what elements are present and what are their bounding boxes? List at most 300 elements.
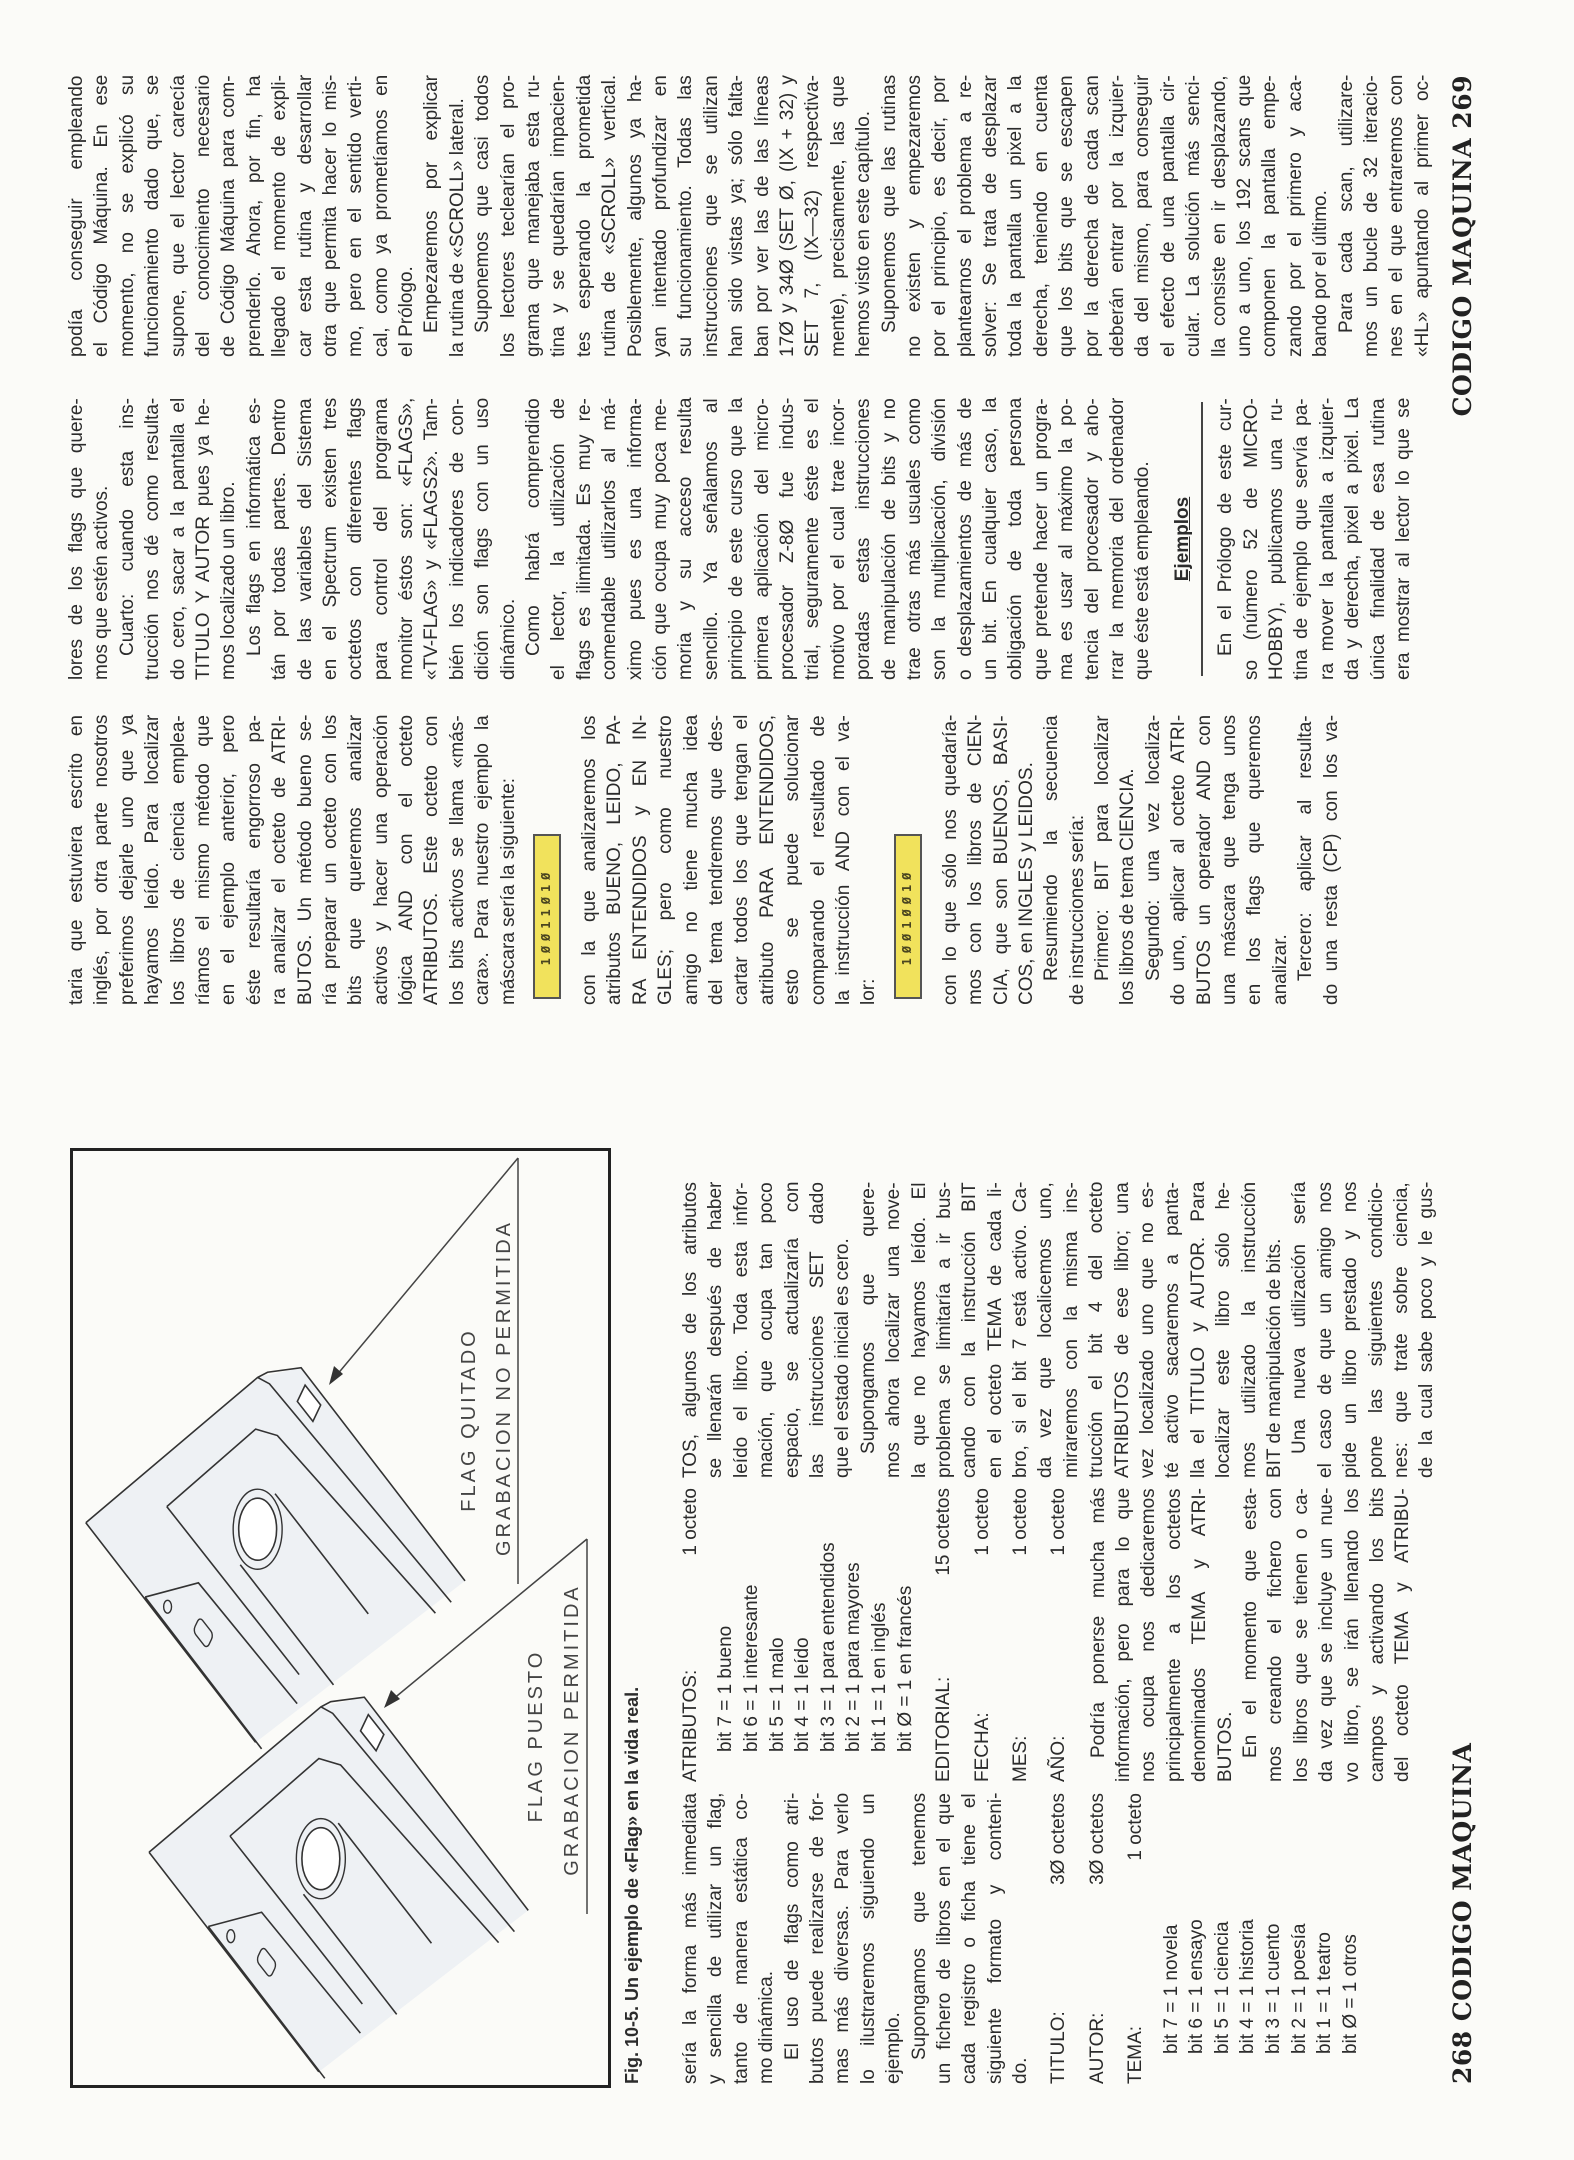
- text-line: [1359, 75, 1384, 357]
- line-text: de las variables del Sistema: [294, 398, 316, 680]
- line-text: no existen y empezaremos: [903, 74, 925, 357]
- line-text: lla consiste en ir desplazando,: [1208, 75, 1230, 357]
- text-line: [1287, 1793, 1313, 2054]
- text-line: [1289, 1488, 1314, 1782]
- line-text: toda la pantalla un pixel a la: [1005, 75, 1027, 357]
- line-text: lógica AND con el octeto: [396, 714, 418, 1005]
- text-line: [780, 715, 805, 1005]
- line-text: Supongamos que quere-: [857, 1181, 879, 1454]
- paragraph: [877, 75, 1334, 357]
- text-line: [628, 715, 653, 1005]
- text-line: [470, 398, 495, 680]
- text-line: [1065, 715, 1090, 1005]
- text-line: [851, 75, 876, 357]
- text-line: [191, 398, 216, 680]
- line-text: Como habrá comprendido: [523, 398, 545, 656]
- field-size: 1 octeto: [1048, 1488, 1070, 1556]
- line-text: con la que analizaremos los: [579, 715, 601, 1005]
- text-line: [602, 715, 627, 1005]
- line-text: dición son flags con un uso: [472, 397, 494, 680]
- line-text: BUTOS. Un método bueno se-: [294, 714, 316, 1005]
- line-text: mos utilizado la instrucción: [1238, 1181, 1260, 1478]
- line-text: TOS, algunos de los atributos: [680, 1182, 701, 1478]
- line-text: que el estado inicial es cero.: [832, 1238, 854, 1478]
- text-line: [1207, 75, 1232, 357]
- text-line: [800, 75, 825, 357]
- text-line: [1130, 398, 1155, 680]
- text-line: [1115, 715, 1140, 1005]
- line-text: que pretende hacer un progra-: [1030, 398, 1052, 680]
- line-text: tencia del procesador y aho-: [1081, 398, 1103, 680]
- paragraph: [577, 715, 882, 1005]
- text-line: [893, 1488, 919, 1752]
- line-text: en los flags que queremos: [1244, 715, 1266, 1005]
- text-line: [115, 75, 140, 357]
- paragraph: [1213, 398, 1416, 680]
- text-line: [983, 1182, 1008, 1478]
- line-text: flags es ilimitada. Es muy re-: [573, 398, 595, 680]
- line-text: prenderlo. Ahora, por fin, ha: [243, 75, 265, 357]
- line-text: procesador Z-8Ø fue indus-: [776, 397, 798, 680]
- line-text: 17Ø y 34Ø (SET Ø, (IX + 32) y: [776, 75, 798, 357]
- line-text: sería la forma más inmediata: [680, 1793, 701, 2084]
- line-text: el caso de que un amigo nos: [1314, 1182, 1336, 1478]
- line-text: mos un bucle de 32 iteracio-: [1360, 75, 1382, 357]
- text-line: [881, 1793, 906, 2084]
- paragraph: [1287, 1182, 1439, 1478]
- text-line: [678, 1793, 703, 2084]
- paragraph: [856, 1182, 1288, 1478]
- text-line: [927, 398, 952, 680]
- record-field: [1085, 1793, 1110, 2084]
- text-line: [1008, 1793, 1033, 2084]
- text-line: [64, 398, 89, 680]
- text-line: [989, 715, 1014, 1005]
- line-text: En el Prólogo de este cur-: [1215, 398, 1237, 656]
- line-text: comendable utilizarlos al má-: [599, 397, 621, 680]
- text-line: [1086, 1488, 1111, 1782]
- paragraph: [1086, 1488, 1238, 1782]
- line-text: taria que estuviera escrito en: [66, 715, 87, 1005]
- label-recording-not-allowed: GRABACION NO PERMITIDA: [493, 1219, 515, 1557]
- line-text: funcionamiento dado que, se: [142, 74, 164, 357]
- text-line: [89, 75, 114, 357]
- paragraph: [1293, 715, 1344, 1005]
- line-text: problema se limitaría a ir bus-: [933, 1181, 955, 1478]
- label-flag-set: FLAG PUESTO: [525, 1649, 547, 1823]
- text-line: [1110, 1182, 1135, 1478]
- text-line: [1003, 75, 1028, 357]
- text-line: [572, 75, 597, 357]
- line-text: vo libro, se irán llenando los: [1341, 1488, 1363, 1782]
- text-line: [115, 715, 140, 1005]
- record-field: [678, 1488, 703, 1782]
- text-line: [699, 398, 724, 680]
- text-line: [841, 1488, 867, 1752]
- line-text: tanto de manera estática co-: [730, 1793, 752, 2084]
- paragraph: [64, 398, 115, 680]
- line-text: la instrucción AND con el va-: [832, 715, 854, 1005]
- paragraph: [938, 715, 1040, 1005]
- figure-caption: Fig. 10-5. Un ejemplo de «Flag» en la vida real.: [622, 1686, 642, 2084]
- text-line: [978, 75, 1003, 357]
- text-line: [394, 398, 419, 680]
- text-line: [1136, 1488, 1161, 1782]
- line-text: las instrucciones SET dado: [806, 1182, 828, 1478]
- text-line: [907, 1793, 932, 2084]
- line-text: derecha, teniendo en cuenta: [1030, 75, 1052, 357]
- line-text: la que no hayamos leído. El: [908, 1182, 930, 1478]
- text-line: [1366, 398, 1391, 680]
- text-line: [648, 75, 673, 357]
- text-line: [1312, 1793, 1338, 2054]
- line-text: preferimos dejarle uno que ya: [116, 714, 138, 1005]
- text-line: [750, 398, 775, 680]
- line-text: los libros de tema CIENCIA.: [1117, 768, 1139, 1005]
- line-text: instrucciones que se utilizan: [700, 75, 722, 357]
- line-text: del conocimiento necesario: [192, 74, 214, 357]
- text-line: [755, 715, 780, 1005]
- paragraph: [115, 398, 242, 680]
- text-line: [572, 398, 597, 680]
- line-text: da y derecha, pixel a pixel. La: [1342, 397, 1364, 680]
- line-text: uno a uno, los 192 scans que: [1233, 74, 1255, 357]
- text-line: [856, 715, 881, 1005]
- text-line: [1315, 398, 1340, 680]
- text-line: [1313, 1182, 1338, 1478]
- line-text: componen la pantalla empe-: [1259, 75, 1281, 357]
- line-text: SET 7, (IX—32) respectiva-: [802, 75, 824, 357]
- label-flag-removed: FLAG QUITADO: [458, 1328, 480, 1512]
- text-line: [1314, 1488, 1339, 1782]
- text-line: [1003, 398, 1028, 680]
- text-line: [1166, 715, 1191, 1005]
- text-line: [1130, 75, 1155, 357]
- line-text: poradas estas instrucciones: [853, 398, 875, 680]
- text-line: [1054, 75, 1079, 357]
- text-line: [877, 75, 902, 357]
- text-line: [729, 1793, 754, 2084]
- text-line: [704, 715, 729, 1005]
- text-line: [419, 398, 444, 680]
- text-line: [1264, 398, 1289, 680]
- text-line: [754, 1793, 779, 2084]
- text-line: [1384, 75, 1409, 357]
- text-line: [369, 715, 394, 1005]
- text-line: [1054, 398, 1079, 680]
- line-text: momento, no se explicó su: [116, 74, 138, 357]
- line-text: su funcionamiento. Todas las: [675, 75, 697, 357]
- line-text: TITULO Y AUTOR pues ya he-: [192, 398, 214, 680]
- text-line: [938, 715, 963, 1005]
- line-text: do.: [1010, 2057, 1032, 2084]
- line-text: monitor éstos son: «FLAGS»,: [396, 397, 418, 680]
- record-field: [1008, 1488, 1033, 1782]
- field-size: 1 octeto: [1125, 1793, 1147, 1861]
- bit-mask-box: 1ØØ11Ø1Ø: [533, 834, 561, 999]
- text-line: [953, 398, 978, 680]
- text-line: [1039, 715, 1064, 1005]
- cassette-no-flag: [86, 1368, 465, 1749]
- line-text: deberán entrar por la izquier-: [1107, 74, 1129, 357]
- line-text: la rutina de «SCROLL» lateral.: [446, 98, 468, 357]
- line-text: bit 4 = 1 historia: [1237, 1919, 1259, 2054]
- text-line: [1192, 715, 1217, 1005]
- line-text: mo, pero en el sentido verti-: [345, 75, 367, 357]
- line-text: los bits activos se llama «más-: [446, 715, 468, 1005]
- cassette-with-flag: [149, 1697, 528, 2078]
- text-line: [470, 715, 495, 1005]
- line-text: ra analizar el octeto de ATRI-: [269, 715, 291, 1005]
- line-text: bit 1 = 1 en inglés: [868, 1602, 890, 1752]
- label-recording-allowed: GRABACION PERMITIDA: [561, 1584, 583, 1876]
- text-line: [963, 715, 988, 1005]
- text-line: [623, 75, 648, 357]
- paragraph: [678, 1793, 780, 2084]
- line-text: el Código Máquina. En ese: [91, 74, 113, 357]
- text-line: [140, 715, 165, 1005]
- line-text: Empezaremos por explicar: [421, 75, 443, 333]
- text-line: [546, 398, 571, 680]
- text-line: [780, 1182, 805, 1478]
- line-text: de Código Máquina para com-: [218, 75, 240, 357]
- text-line: [191, 715, 216, 1005]
- record-field: [1046, 1488, 1071, 1782]
- text-line: [521, 75, 546, 357]
- line-text: yan intentado profundizar en: [649, 75, 671, 357]
- text-line: [1340, 398, 1365, 680]
- line-text: lo ilustraremos siguiendo un: [857, 1793, 879, 2084]
- line-text: motivo por el cual trae incor-: [827, 398, 849, 680]
- text-line: [1257, 75, 1282, 357]
- text-line: [1111, 1488, 1136, 1782]
- text-line: [932, 1793, 957, 2084]
- text-line: [1239, 398, 1264, 680]
- text-line: [216, 398, 241, 680]
- text-line: [445, 398, 470, 680]
- line-text: cara». Para nuestro ejemplo la: [472, 715, 494, 1005]
- line-text: mente), precisamente, las que: [827, 75, 849, 357]
- line-text: cular. La solución más senci-: [1183, 75, 1205, 357]
- text-line: [267, 75, 292, 357]
- text-line: [780, 1793, 805, 2084]
- bit-list: [713, 1488, 918, 1782]
- line-text: bit 1 = 1 teatro: [1314, 1932, 1336, 2054]
- line-text: do uno, aplicar al octeto ATRI-: [1168, 714, 1190, 1005]
- line-text: de instrucciones sería:: [1066, 814, 1088, 1005]
- page-footer-268: 268 CODIGO MAQUINA: [1448, 1742, 1477, 2084]
- line-text: miraremos con la misma ins-: [1060, 1182, 1082, 1478]
- text-line: [1186, 1182, 1211, 1478]
- text-line: [1029, 75, 1054, 357]
- line-text: car esta rutina y desarrollar: [294, 74, 316, 357]
- line-text: Suponemos que casi todos: [472, 74, 494, 333]
- line-text: bit 3 = 1 para entendidos: [817, 1542, 839, 1752]
- line-text: cal, como ya prometíamos en: [370, 74, 392, 357]
- line-text: bit Ø = 1 otros: [1339, 1934, 1361, 2054]
- line-text: mas más diversas. Para verlo: [832, 1792, 854, 2084]
- paragraph: [1334, 75, 1436, 357]
- text-line: [1390, 1488, 1415, 1782]
- line-text: zando por el primero y aca-: [1284, 74, 1306, 357]
- paragraph: [64, 715, 521, 1005]
- paragraph: [907, 1793, 1034, 2084]
- line-text: comparando el resultado de: [807, 715, 829, 1005]
- line-text: tán por todas partes. Dentro: [269, 398, 291, 680]
- text-line: [830, 1793, 855, 2084]
- text-line: [790, 1488, 816, 1752]
- text-line: [318, 398, 343, 680]
- text-line: [1141, 715, 1166, 1005]
- field-label: FECHA:: [971, 1712, 993, 1782]
- text-line: [267, 398, 292, 680]
- page-269-column-2: [64, 398, 1416, 680]
- page-269-column-1: [64, 715, 1344, 1005]
- text-line: [318, 75, 343, 357]
- bit-list: [1159, 1793, 1364, 2084]
- line-text: trae otras más usuales como: [903, 398, 925, 680]
- text-line: [496, 75, 521, 357]
- text-line: [1289, 398, 1314, 680]
- text-line: [343, 75, 368, 357]
- line-text: En el momento que esta-: [1240, 1487, 1262, 1758]
- line-text: inglés, por otra parte nosotros: [91, 714, 113, 1005]
- text-line: [89, 398, 114, 680]
- line-text: un bit. En cualquier caso, la: [980, 397, 1002, 680]
- field-label: ATRIBUTOS:: [680, 1669, 701, 1782]
- line-text: por la derecha de cada scan: [1081, 75, 1103, 357]
- line-text: mo dinámica.: [756, 1971, 778, 2084]
- cassette-flag-figure: [70, 1148, 611, 2088]
- text-line: [907, 1182, 932, 1478]
- text-line: [729, 715, 754, 1005]
- text-line: [1080, 75, 1105, 357]
- field-size: 3Ø octetos: [1048, 1793, 1070, 1885]
- line-text: mos localizado un libro.: [218, 481, 240, 680]
- bit-mask-box: 1ØØ1ØØ1Ø: [894, 834, 922, 999]
- record-field: [931, 1488, 956, 1782]
- line-text: por el principio, es decir, por: [929, 75, 951, 357]
- text-line: [1263, 1488, 1288, 1782]
- text-line: [1338, 1793, 1364, 2054]
- field-label: AÑO:: [1048, 1735, 1070, 1782]
- paragraph: [64, 75, 419, 357]
- line-text: Tercero: aplicar al resulta-: [1295, 715, 1317, 981]
- text-line: [1293, 715, 1318, 1005]
- text-line: [191, 75, 216, 357]
- text-line: [1156, 75, 1181, 357]
- line-text: ximo pues es una informa-: [624, 398, 646, 680]
- text-line: [978, 398, 1003, 680]
- text-line: [1340, 1488, 1365, 1782]
- line-text: ATRIBUTOS. Este octeto con: [421, 715, 443, 1005]
- line-text: éste resultaría engorroso pa-: [243, 715, 265, 1005]
- text-line: [1308, 75, 1333, 357]
- text-line: [1059, 1182, 1084, 1478]
- line-text: primera aplicación del micro-: [751, 398, 773, 680]
- paragraph: [1039, 715, 1090, 1005]
- text-line: [419, 75, 444, 357]
- text-line: [1033, 1182, 1058, 1478]
- section-rule: [1201, 402, 1203, 676]
- text-line: [830, 1182, 855, 1478]
- text-line: [775, 75, 800, 357]
- text-line: [826, 398, 851, 680]
- line-text: hemos visto en este capítulo.: [853, 110, 875, 357]
- line-text: han sido vistas ya; sólo falta-: [726, 75, 748, 357]
- line-text: obligación de toda persona: [1005, 397, 1027, 680]
- text-line: [1014, 715, 1039, 1005]
- line-text: campos y activando los bits: [1367, 1487, 1388, 1782]
- text-line: [1391, 398, 1416, 680]
- field-size: 3Ø octetos: [1086, 1793, 1108, 1885]
- text-line: [216, 75, 241, 357]
- line-text: información, pero para lo que: [1113, 1487, 1135, 1782]
- text-line: [242, 398, 267, 680]
- text-line: [800, 398, 825, 680]
- line-text: trucción nos dé como resulta-: [142, 397, 164, 680]
- text-line: [470, 75, 495, 357]
- line-text: cando con la instrucción BIT: [959, 1182, 981, 1478]
- paragraph: [470, 75, 876, 357]
- line-text: cartar todos los que tengan el: [731, 714, 753, 1005]
- line-text: trial, seguramente éste es el: [802, 398, 824, 680]
- text-line: [318, 715, 343, 1005]
- line-text: Primero: BIT para localizar: [1092, 715, 1114, 981]
- text-line: [1084, 1182, 1109, 1478]
- text-line: [445, 75, 470, 357]
- text-line: [729, 1182, 754, 1478]
- text-line: [1389, 1182, 1414, 1478]
- line-text: bando por el último.: [1310, 190, 1332, 357]
- line-text: del octeto TEMA y ATRIBU-: [1392, 1488, 1414, 1782]
- line-text: en el octeto TEMA de cada li-: [984, 1182, 1006, 1478]
- text-line: [89, 715, 114, 1005]
- line-text: bit 7 = 1 bueno: [715, 1625, 737, 1752]
- line-text: el Prólogo.: [396, 266, 418, 357]
- line-text: vez localizado uno que no es-: [1137, 1181, 1159, 1478]
- line-text: ra mover la pantalla a izquier-: [1316, 397, 1338, 680]
- paragraph: [242, 398, 521, 680]
- paragraph: [1141, 715, 1293, 1005]
- text-line: [1105, 75, 1130, 357]
- line-text: otra que permita hacer lo mis-: [319, 74, 341, 357]
- line-text: rutina de «SCROLL» vertical.: [599, 74, 621, 357]
- line-text: denominados TEMA y ATRI-: [1189, 1488, 1211, 1782]
- line-text: CIA, que son BUENOS, BASI-: [990, 715, 1012, 1005]
- line-text: amigo no tiene mucha idea: [680, 714, 702, 1005]
- text-line: [703, 1793, 728, 2084]
- text-line: [1184, 1793, 1210, 2054]
- line-text: «TV-FLAG» y «FLAGS2». Tam-: [421, 398, 443, 680]
- text-line: [953, 75, 978, 357]
- line-text: lores de los flags que quere-: [66, 398, 87, 680]
- line-text: lla el TITULO y AUTOR. Para: [1187, 1181, 1209, 1478]
- text-line: [678, 1182, 703, 1478]
- text-line: [1181, 75, 1206, 357]
- line-text: ríamos el mismo método que: [192, 715, 214, 1005]
- text-line: [902, 75, 927, 357]
- line-text: lor:: [858, 978, 880, 1005]
- text-line: [703, 1182, 728, 1478]
- line-text: única finalidad de esa rutina: [1367, 398, 1389, 680]
- text-line: [1262, 1182, 1287, 1478]
- text-line: [140, 398, 165, 680]
- line-text: da del mismo, para conseguir: [1132, 74, 1154, 357]
- line-text: hayamos leído. Para localizar: [142, 714, 164, 1005]
- text-line: [826, 75, 851, 357]
- text-line: [597, 398, 622, 680]
